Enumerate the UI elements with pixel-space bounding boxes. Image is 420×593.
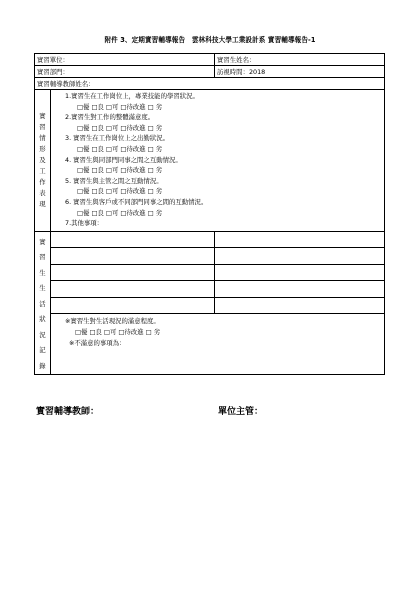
life-cell[interactable]: [51, 248, 215, 265]
visit-time-field[interactable]: 訪視時間：2018: [215, 66, 385, 78]
life-satisfaction-question: ※實習生對生活現況的滿意程度。: [65, 317, 160, 326]
question-6: 6. 實習生與客戶或不同部門同事之間的互動情況。: [65, 197, 208, 206]
teacher-name-field[interactable]: 實習輔導教師姓名：: [35, 78, 385, 90]
life-cell[interactable]: [51, 297, 215, 314]
life-grid-row-1: [35, 231, 385, 248]
page-title: 附件 3、定期實習輔導報告 雲林科技大學工業設計系 實習輔導報告-1: [104, 36, 316, 44]
life-cell[interactable]: [51, 264, 215, 281]
life-grid-row-5: [35, 297, 385, 314]
life-satisfaction-row: [35, 314, 385, 375]
supervisor-signature-label: 單位主管：: [218, 407, 264, 417]
question-5: 5. 實習生與主管之間之互動情況。: [65, 176, 163, 185]
life-cell[interactable]: [215, 281, 385, 298]
unit-field[interactable]: 實習單位：: [35, 54, 215, 66]
rating-options-1[interactable]: □優 □良 □可 □待改進 □ 劣: [77, 102, 163, 111]
life-rating-options[interactable]: □優 □良 □可 □待改進 □ 劣: [75, 328, 161, 337]
life-grid-row-2: [35, 248, 385, 265]
life-cell[interactable]: [51, 231, 215, 248]
report-form: [34, 53, 385, 375]
situation-items: [51, 90, 385, 232]
other-matters[interactable]: 7.其他事項：: [65, 219, 104, 228]
rating-options-4[interactable]: □優 □良 □可 □待改進 □ 劣: [77, 166, 163, 175]
situation-section: [35, 90, 385, 232]
question-3: 3. 實習生在工作崗位上之出勤狀況。: [65, 134, 169, 143]
life-side-label: 實 習 生 生 活 狀 況 記 錄: [35, 231, 51, 375]
question-2: 2.實習生對工作的整體滿意度。: [65, 113, 155, 122]
life-cell[interactable]: [51, 281, 215, 298]
student-name-field[interactable]: 實習生姓名：: [215, 54, 385, 66]
life-cell[interactable]: [215, 297, 385, 314]
life-cell[interactable]: [215, 231, 385, 248]
question-4: 4. 實習生與同部門同事之間之互動情況。: [65, 155, 182, 164]
life-grid-row-4: [35, 281, 385, 298]
rating-options-3[interactable]: □優 □良 □可 □待改進 □ 劣: [77, 144, 163, 153]
life-satisfaction: [51, 314, 385, 375]
header-row-1: [35, 54, 385, 66]
teacher-signature-label: 實習輔導教師：: [36, 407, 100, 417]
rating-options-6[interactable]: □優 □良 □可 □待改進 □ 劣: [77, 208, 163, 217]
header-row-2: [35, 66, 385, 78]
rating-options-2[interactable]: □優 □良 □可 □待改進 □ 劣: [77, 123, 163, 132]
header-row-3: [35, 78, 385, 90]
question-1: 1.實習生在工作崗位上，專業技能的學習狀況。: [65, 92, 199, 100]
situation-side-label: 實 習 情 形 及 工 作 表 現: [35, 90, 51, 232]
department-field[interactable]: 實習部門：: [35, 66, 215, 78]
life-grid-row-3: [35, 264, 385, 281]
life-cell[interactable]: [215, 248, 385, 265]
dissatisfied-items[interactable]: ※不滿意的事項為：: [69, 339, 126, 348]
rating-options-5[interactable]: □優 □良 □可 □待改進 □ 劣: [77, 187, 163, 196]
life-cell[interactable]: [215, 264, 385, 281]
